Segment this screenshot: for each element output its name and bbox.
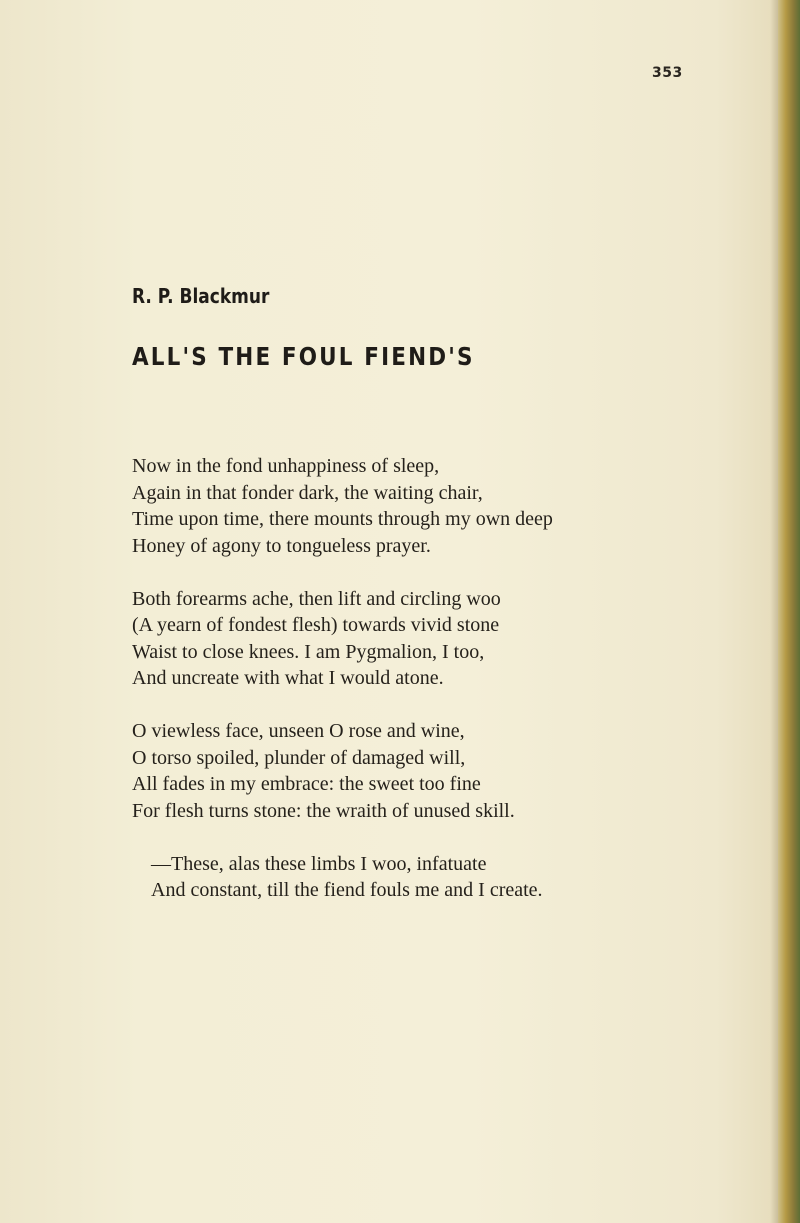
poem-line: O torso spoiled, plunder of damaged will, [132, 746, 466, 769]
stanza-4 [132, 851, 752, 904]
book-binding [778, 0, 800, 1223]
poem-line: Honey of agony to tongueless prayer. [132, 534, 431, 557]
stanza-3 [132, 718, 752, 824]
poem-line: All fades in my embrace: the sweet too fine [132, 773, 481, 795]
poem-line: And uncreate with what I would atone. [132, 667, 444, 689]
poem-line: —These, alas these limbs I woo, infatuate [151, 852, 487, 875]
poem-line: Again in that fonder dark, the waiting chair, [132, 481, 483, 504]
poem-line: And constant, till the fiend fouls me and I create. [151, 879, 543, 901]
poem-line: Waist to close knees. I am Pygmalion, I too, [132, 640, 485, 663]
poem-line: For flesh turns stone: the wraith of unused skill. [132, 799, 515, 822]
poem-line: (A yearn of fondest flesh) towards vivid stone [132, 614, 500, 636]
stanza-1 [132, 453, 752, 559]
page-edge-shadow [770, 0, 778, 1223]
page-number: 353 [652, 65, 683, 81]
author-name: R. P. Blackmur [132, 284, 270, 308]
poem-line: O viewless face, unseen O rose and wine, [132, 720, 465, 742]
poem-line: Time upon time, there mounts through my own deep [132, 508, 553, 530]
poem-title: ALL'S THE FOUL FIEND'S [132, 342, 475, 371]
poem-line: Both forearms ache, then lift and circling woo [132, 587, 501, 610]
poem-body [132, 453, 752, 930]
stanza-2 [132, 586, 752, 692]
poem-line: Now in the fond unhappiness of sleep, [132, 455, 440, 477]
